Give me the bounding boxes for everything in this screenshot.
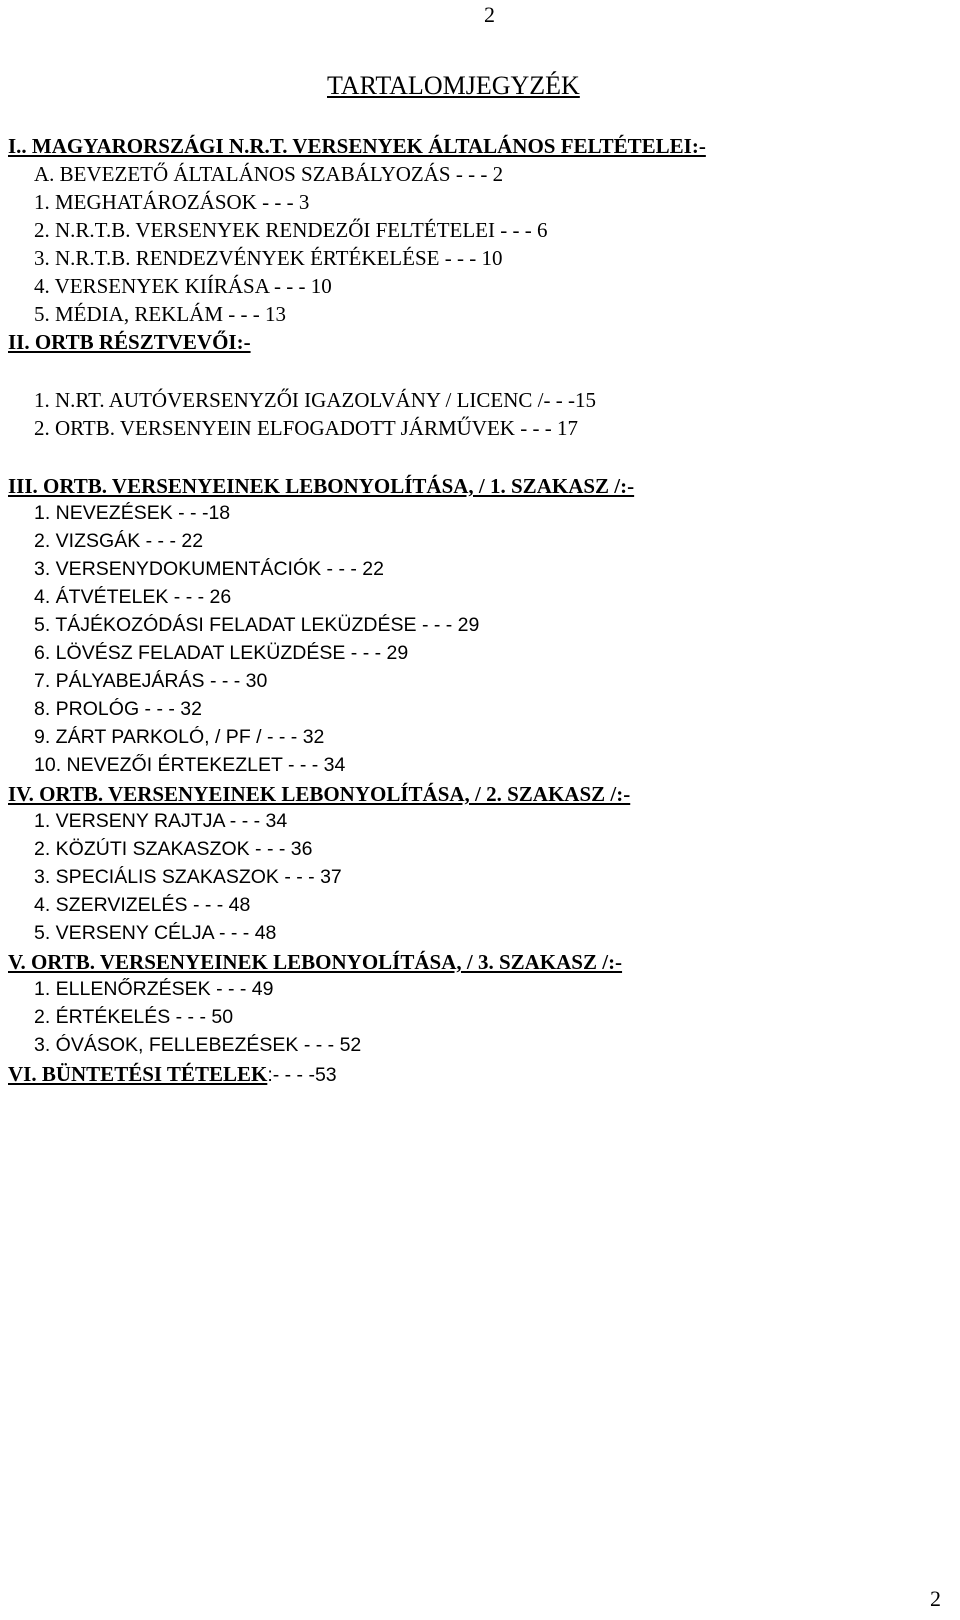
toc-item: 3. N.R.T.B. RENDEZVÉNYEK ÉRTÉKELÉSE - - - 10	[34, 246, 503, 270]
toc-item: 3. ÓVÁSOK, FELLEBEZÉSEK - - - 52	[34, 1034, 362, 1056]
toc-item: 10. NEVEZŐI ÉRTEKEZLET - - - 34	[34, 754, 346, 776]
toc-item: A. BEVEZETŐ ÁLTALÁNOS SZABÁLYOZÁS - - - 2	[34, 162, 504, 186]
toc-item: 2. VIZSGÁK - - - 22	[34, 530, 204, 552]
toc-item: 3. SPECIÁLIS SZAKASZOK - - - 37	[34, 866, 342, 888]
page-number-bottom: 2	[930, 1586, 941, 1611]
section-heading-1: I.. MAGYARORSZÁGI N.R.T. VERSENYEK ÁLTALÁNOS FELTÉTELEI:-	[8, 134, 706, 158]
page-number-top: 2	[484, 2, 495, 27]
page-title: TARTALOMJEGYZÉK	[327, 71, 580, 100]
toc-item: 2. KÖZÚTI SZAKASZOK - - - 36	[34, 838, 313, 860]
toc-item: 8. PROLÓG - - - 32	[34, 698, 202, 720]
toc-item: 9. ZÁRT PARKOLÓ, / PF / - - - 32	[34, 726, 325, 748]
section-heading-2: II. ORTB RÉSZTVEVŐI:-	[8, 330, 251, 354]
toc-item: 1. N.RT. AUTÓVERSENYZŐI IGAZOLVÁNY / LICENC /- - -15	[34, 388, 596, 412]
toc-item: 4. VERSENYEK KIÍRÁSA - - - 10	[34, 274, 332, 298]
section-heading-4: IV. ORTB. VERSENYEINEK LEBONYOLÍTÁSA, / 2. SZAKASZ /:-	[8, 782, 631, 806]
section-heading-3: III. ORTB. VERSENYEINEK LEBONYOLÍTÁSA, / 1. SZAKASZ /:-	[8, 474, 635, 498]
toc-item: 5. MÉDIA, REKLÁM - - - 13	[34, 302, 286, 326]
toc-item: 5. TÁJÉKOZÓDÁSI FELADAT LEKÜZDÉSE - - - 29	[34, 614, 480, 636]
toc-item: 4. SZERVIZELÉS - - - 48	[34, 894, 251, 916]
toc-item: 2. ÉRTÉKELÉS - - - 50	[34, 1006, 234, 1028]
toc-item: 2. N.R.T.B. VERSENYEK RENDEZŐI FELTÉTELEI - - - 6	[34, 218, 548, 242]
toc-item: 6. LÖVÉSZ FELADAT LEKÜZDÉSE - - - 29	[34, 642, 409, 664]
section-heading-5: V. ORTB. VERSENYEINEK LEBONYOLÍTÁSA, / 3. SZAKASZ /:-	[8, 950, 623, 974]
section-heading-6: VI. BÜNTETÉSI TÉTELEK	[8, 1062, 268, 1086]
toc-item: 1. VERSENY RAJTJA - - - 34	[34, 810, 288, 832]
toc-item: 3. VERSENYDOKUMENTÁCIÓK - - - 22	[34, 558, 384, 580]
toc-item: 4. ÁTVÉTELEK - - - 26	[34, 586, 232, 608]
toc-item: 1. ELLENŐRZÉSEK - - - 49	[34, 978, 274, 1000]
section-heading-6-page: :- - - -53	[267, 1064, 337, 1086]
toc-item: 7. PÁLYABEJÁRÁS - - - 30	[34, 670, 268, 692]
toc-item: 5. VERSENY CÉLJA - - - 48	[34, 922, 277, 944]
toc-item: 1. MEGHATÁROZÁSOK - - - 3	[34, 190, 310, 214]
section-heading-6-row	[8, 1064, 337, 1086]
toc-item: 1. NEVEZÉSEK - - -18	[34, 502, 231, 524]
toc-item: 2. ORTB. VERSENYEIN ELFOGADOTT JÁRMŰVEK - - - 17	[34, 416, 578, 440]
